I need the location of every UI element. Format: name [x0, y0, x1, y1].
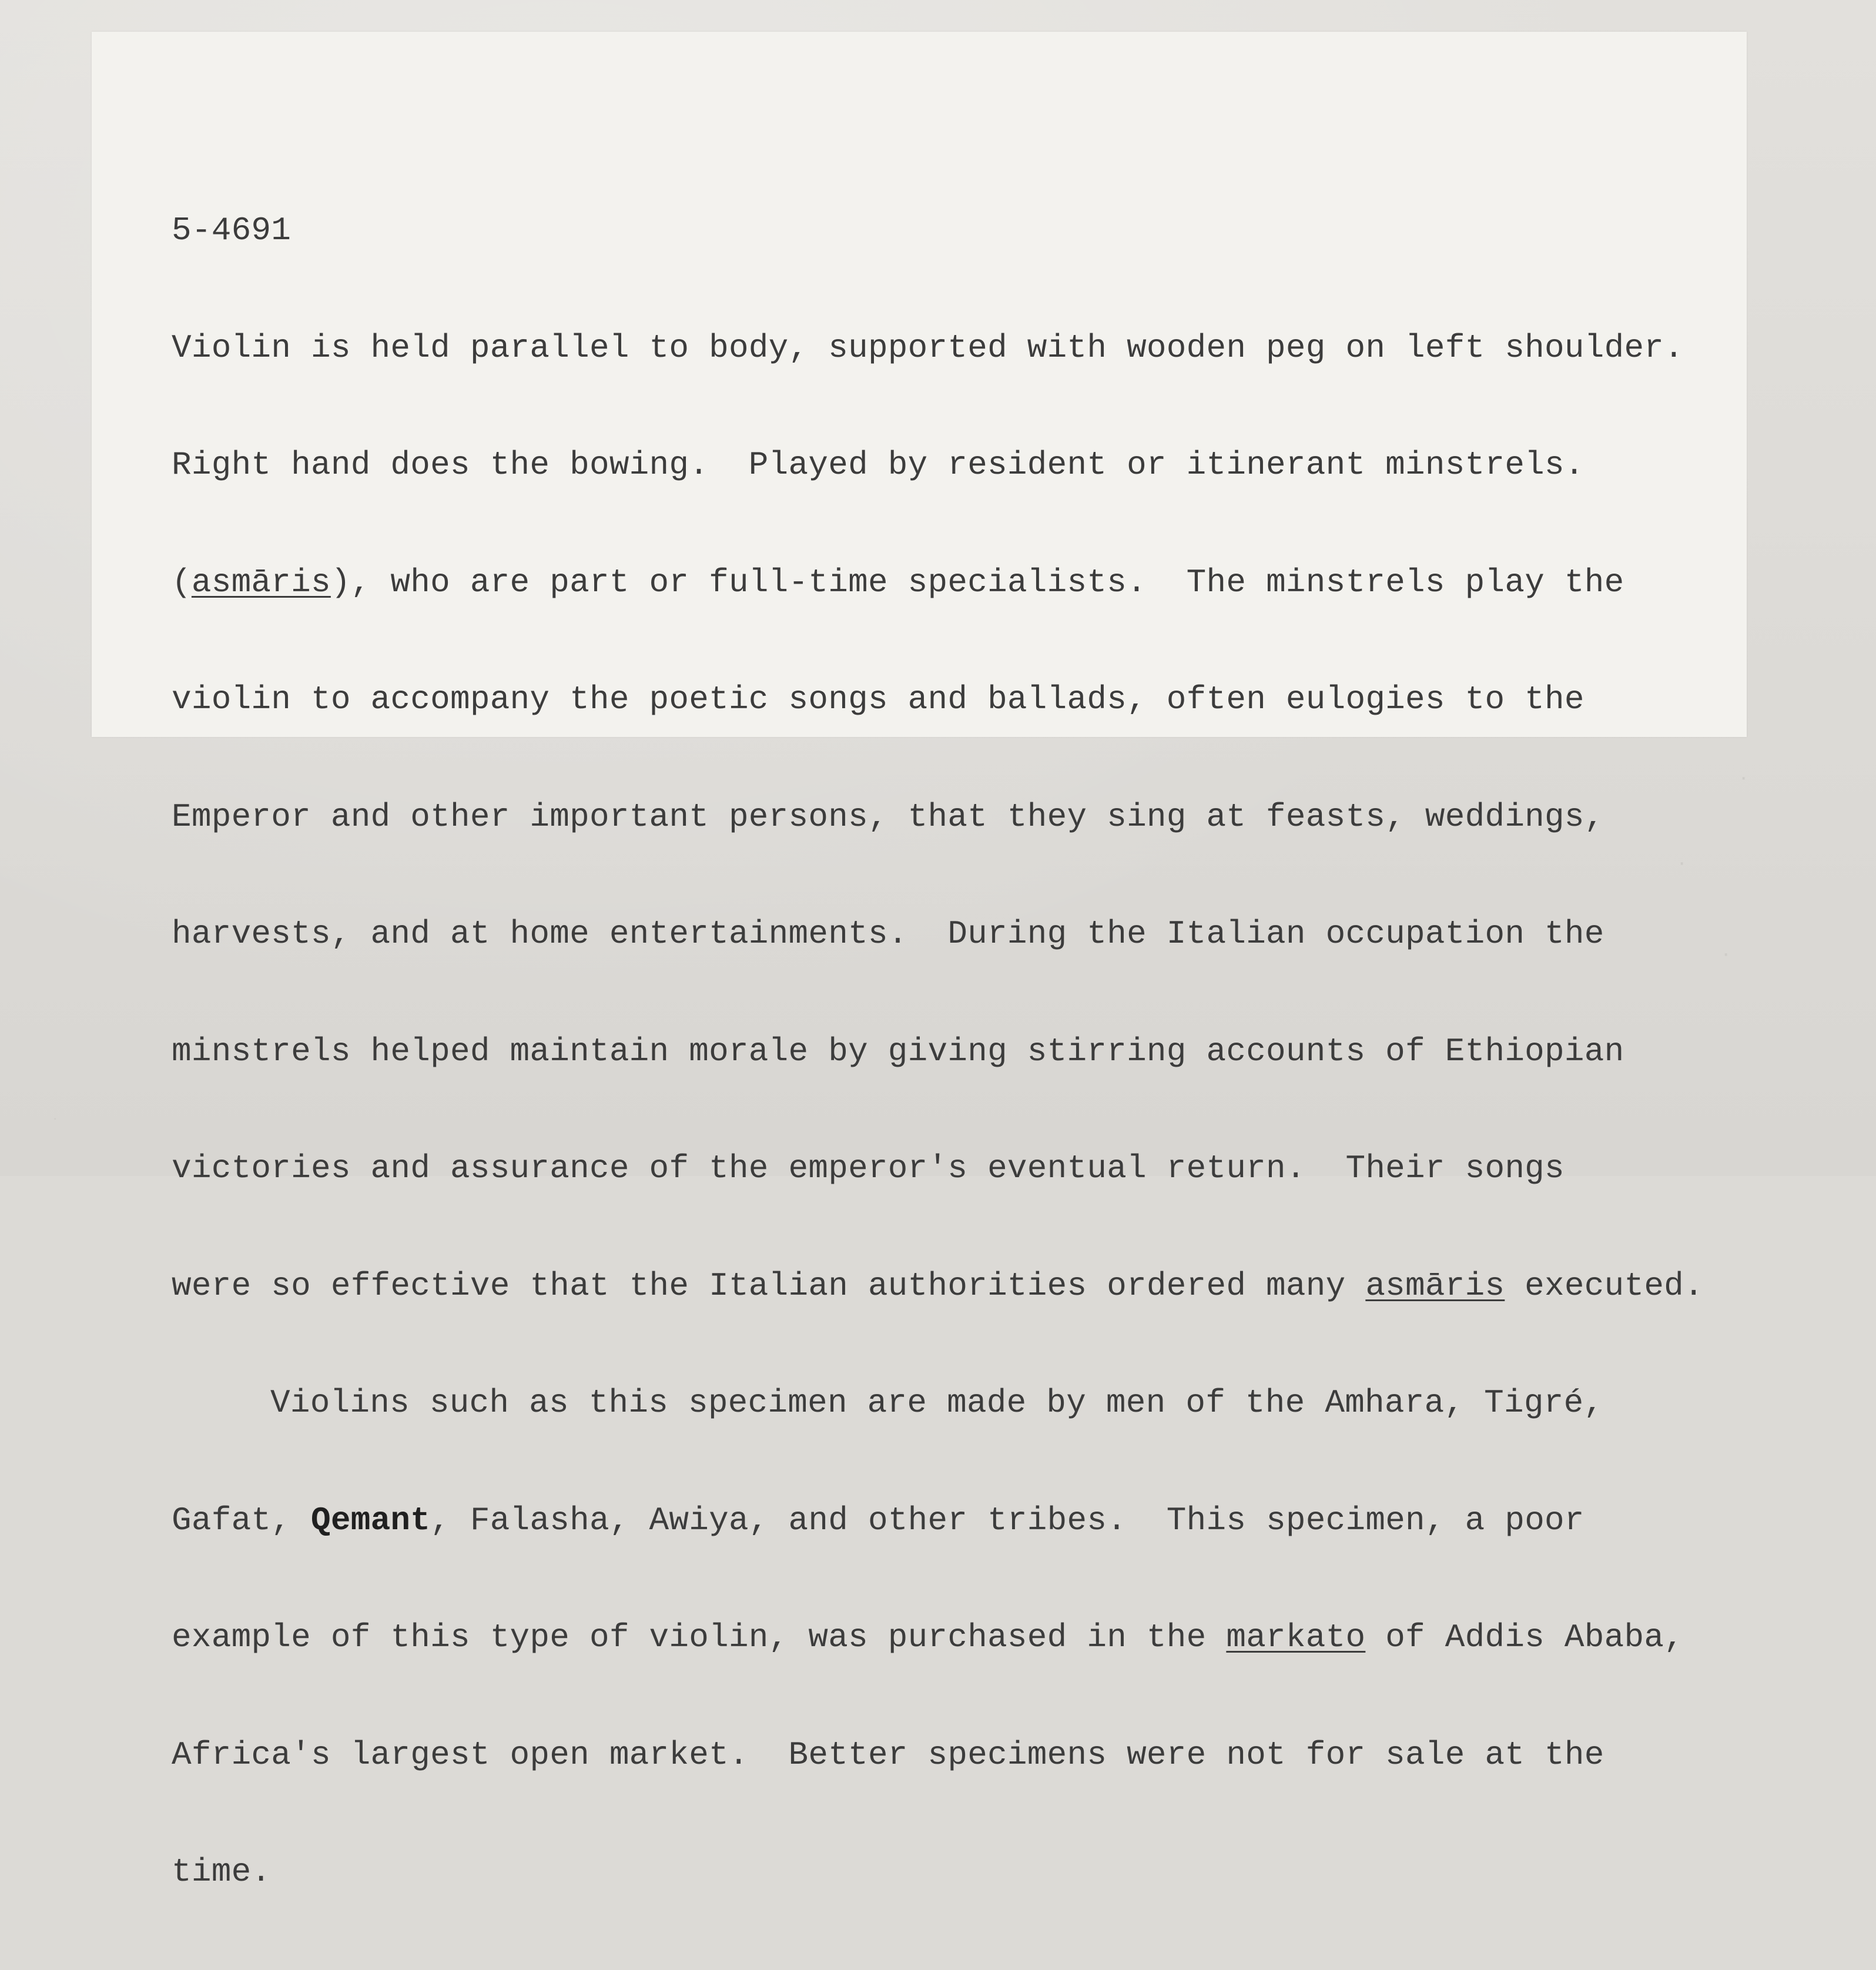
text-line [172, 445, 1729, 485]
text-line [172, 329, 1729, 368]
text-run: example of this type of violin, was purchased in the [172, 1619, 1227, 1656]
text-run: harvests, and at home entertainments. During the Italian occupation the [172, 915, 1604, 953]
text-line [172, 1852, 1729, 1892]
text-line [172, 1501, 1729, 1540]
text-run: of Addis Ababa, [1365, 1619, 1684, 1656]
text-run: executed. [1505, 1267, 1704, 1305]
text-run: time. [172, 1853, 272, 1891]
text-run: , Falasha, Awiya, and other tribes. This specimen, a poor [430, 1501, 1584, 1539]
text-run: minstrels helped maintain morale by giving stirring accounts of Ethiopian [172, 1032, 1624, 1070]
text-run: Gafat, [172, 1501, 311, 1539]
text-line [172, 1618, 1729, 1657]
text-line [172, 914, 1729, 954]
text-run: Violins such as this specimen are made by men of the Amhara, Tigré, [270, 1384, 1604, 1422]
text-run: ( [172, 563, 192, 601]
text-line [172, 1736, 1729, 1775]
text-line [172, 563, 1729, 602]
show-through-mark: · [1722, 940, 1730, 966]
text-run: were so effective that the Italian authorities ordered many [172, 1267, 1366, 1305]
text-line [172, 1032, 1729, 1071]
underlined-term: markato [1226, 1619, 1366, 1656]
text-run: Africa's largest open market. Better specimens were not for sale at the [172, 1736, 1604, 1774]
text-line [172, 1149, 1729, 1188]
text-run: ), who are part or full-time specialists. The minstrels play the [330, 563, 1624, 601]
typed-description [172, 133, 1729, 1970]
text-line [172, 1383, 1729, 1423]
catalog-number: 5-4691 [172, 212, 292, 249]
show-through-mark: · [53, 1111, 59, 1125]
show-through-mark: · [1678, 849, 1686, 875]
text-line [172, 1267, 1729, 1306]
text-run: Violin is held parallel to body, supported with wooden peg on left shoulder. [172, 329, 1684, 367]
text-run: Emperor and other important persons, that they sing at feasts, weddings, [172, 798, 1604, 836]
underlined-term: asmāris [1365, 1267, 1505, 1305]
text-run: Right hand does the bowing. Played by resident or itinerant minstrels. [172, 446, 1584, 484]
text-run: violin to accompany the poetic songs and ballads, often eulogies to the [172, 681, 1584, 718]
text-line [172, 798, 1729, 837]
bold-term: Qemant [311, 1501, 431, 1539]
text-line [172, 680, 1729, 719]
underlined-term: asmāris [191, 563, 331, 601]
show-through-mark: · [1740, 764, 1748, 790]
text-run: victories and assurance of the emperor's eventual return. Their songs [172, 1150, 1565, 1187]
